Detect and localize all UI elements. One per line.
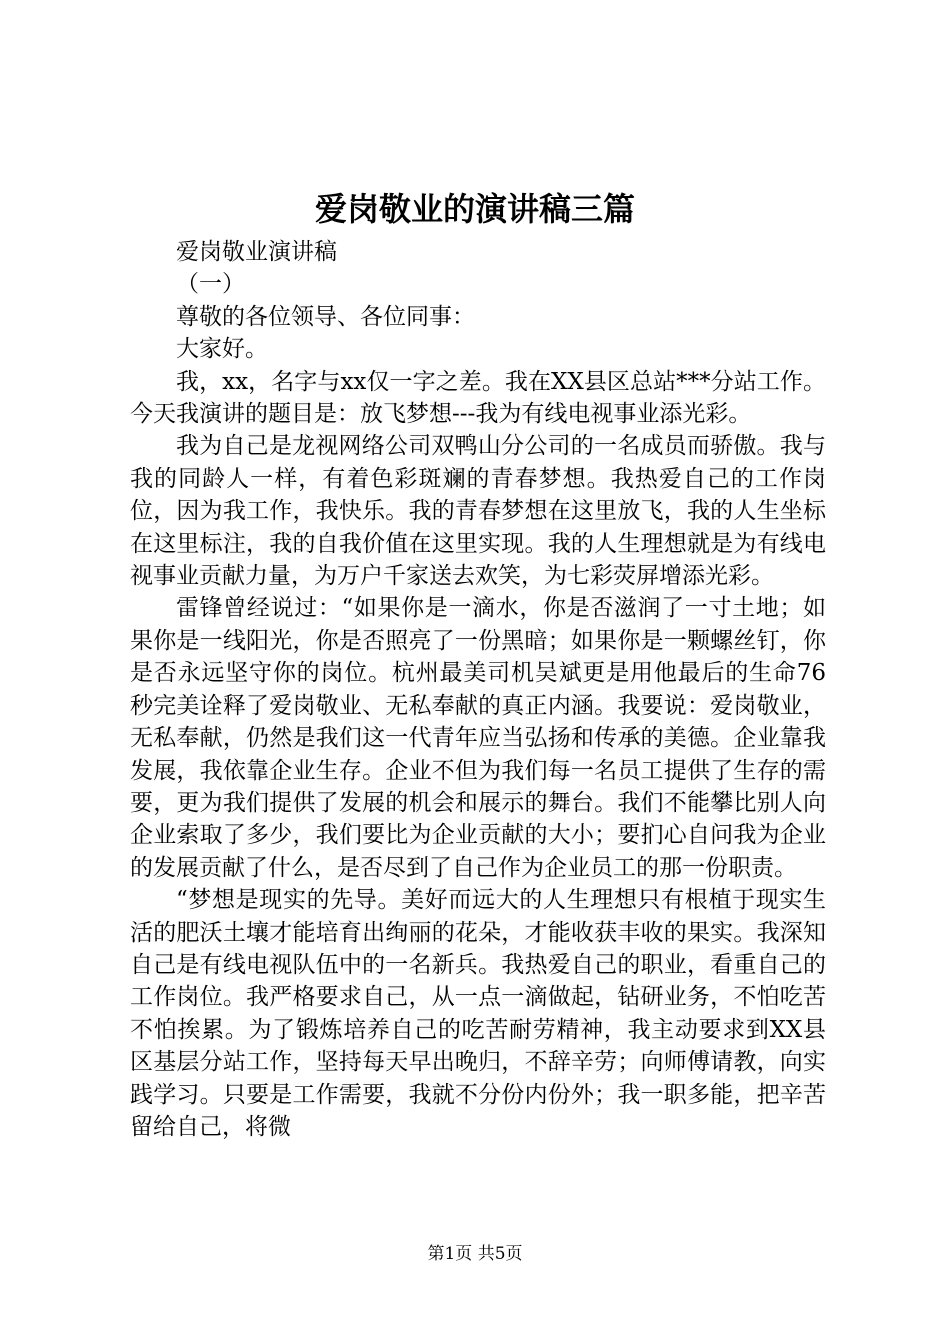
greeting-paragraph: 大家好。 bbox=[176, 336, 268, 363]
body-paragraph: 雷锋曾经说过：“如果你是一滴水，你是否滋润了一寸土地；如果你是一线阳光，你是否照亮了一份黑暗；如果你是一颗螺丝钉，你是否永远坚守你的岗位。杭州最美司机吴斌更是用他最后的生命76秒完美诠释了爱岗敬业、无私奉献的真正内涵。我要说：爱岗敬业，无私奉献，仍然是我们这一代青年应当弘扬和传承的美德。企业靠我发展，我依靠企业生存。企业不但为我们每一名员工提供了生存的需要，更为我们提供了发展的机会和展示的舞台。我们不能攀比别人向企业索取了多少，我们要比为企业贡献的大小；要扪心自问我为企业的发展贡献了什么，是否尽到了自己作为企业员工的那一份职责。 bbox=[130, 595, 826, 881]
section-number-paragraph: （一） bbox=[176, 271, 245, 298]
document-title: 爱岗敬业的演讲稿三篇 bbox=[314, 190, 635, 228]
body-paragraph: “梦想是现实的先导。美好而远大的人生理想只有根植于现实生活的肥沃土壤才能培育出绚丽的花朵，才能收获丰收的果实。我深知自己是有线电视队伍中的一名新兵。我热爱自己的职业，看重自己的工作岗位。我严格要求自己，从一点一滴做起，钻研业务，不怕吃苦不怕挨累。为了锻炼培养自己的吃苦耐劳精神，我主动要求到XX县区基层分站工作，坚持每天早出晚归，不辞辛劳；向师傅请教，向实践学习。只要是工作需要，我就不分份内份外；我一职多能，把辛苦留给自己，将微 bbox=[130, 887, 826, 1140]
subtitle-paragraph: 爱岗敬业演讲稿 bbox=[176, 239, 337, 265]
body-paragraph: 我为自己是龙视网络公司双鸭山分公司的一名成员而骄傲。我与我的同龄人一样，有着色彩斑斓的青春梦想。我热爱自己的工作岗位，因为我工作，我快乐。我的青春梦想在这里放飞，我的人生坐标在这里标注，我的自我价值在这里实现。我的人生理想就是为有线电视事业贡献力量，为万户千家送去欢笑，为七彩荧屏增添光彩。 bbox=[130, 433, 826, 590]
page-footer: 第1页 共5页 bbox=[427, 1244, 523, 1264]
intro-paragraph: 我，xx，名字与xx仅一字之差。我在XX县区总站***分站工作。今天我演讲的题目是：放飞梦想---我为有线电视事业添光彩。 bbox=[130, 368, 826, 428]
salutation-paragraph: 尊敬的各位领导、各位同事： bbox=[176, 303, 475, 330]
document-body bbox=[130, 236, 826, 1143]
